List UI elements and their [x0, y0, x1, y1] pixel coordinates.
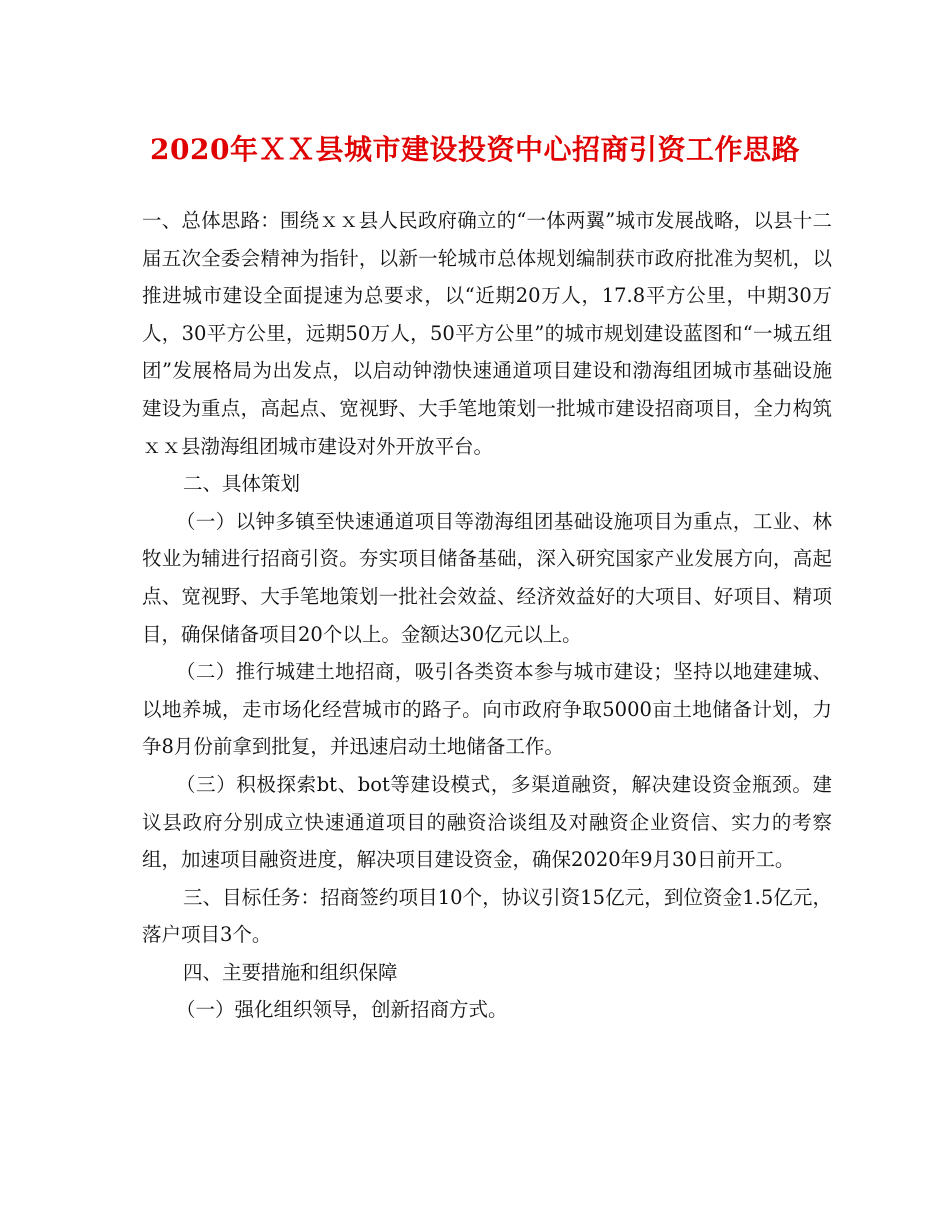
- paragraph-heading-measures: 四、主要措施和组织保障: [183, 960, 398, 984]
- paragraph-planning-item-3: （三）积极探索bt、bot等建设模式，多渠道融资，解决建设资金瓶颈。建议县政府分别成立快速通道项目的融资洽谈组及对融资企业资信、实力的考察组，加速项目融资进度，解决项目建设资金，确保2020年9月30日前开工。: [142, 772, 832, 872]
- paragraph-planning-item-1: （一）以钟多镇至快速通道项目等渤海组团基础设施项目为重点，工业、林牧业为辅进行招商引资。夯实项目储备基础，深入研究国家产业发展方向，高起点、宽视野、大手笔地策划一批社会效益、经济效益好的大项目、好项目、精项目，确保储备项目20个以上。金额达30亿元以上。: [142, 509, 832, 646]
- paragraph-planning-item-2: （二）推行城建土地招商，吸引各类资本参与城市建设；坚持以地建建城、以地养城，走市场化经营城市的路子。向市政府争取5000亩土地储备计划，力争8月份前拿到批复，并迅速启动土地储备工作。: [142, 660, 832, 759]
- paragraph-target-tasks: 三、目标任务：招商签约项目10个，协议引资15亿元，到位资金1.5亿元，落户项目3个。: [142, 885, 832, 947]
- document-body: [142, 202, 832, 1029]
- paragraph-heading-specific-planning: 二、具体策划: [183, 472, 301, 496]
- paragraph-overall-thinking: 一、总体思路：围绕ｘｘ县人民政府确立的“一体两翼”城市发展战略，以县十二届五次全委会精神为指针，以新一轮城市总体规划编制获市政府批准为契机，以推进城市建设全面提速为总要求，以“近期20万人，17.8平方公里，中期30万人，30平方公里，远期50万人，50平方公里”的城市规划建设蓝图和“一城五组团”发展格局为出发点，以启动钟渤快速通道项目建设和渤海组团城市基础设施建设为重点，高起点、宽视野、大手笔地策划一批城市建设招商项目，全力构筑ｘｘ县渤海组团城市建设对外开放平台。: [142, 209, 832, 458]
- paragraph-measures-item-1: （一）强化组织领导，创新招商方式。: [176, 998, 508, 1022]
- document-title: 2020年ＸＸ县城市建设投资中心招商引资工作思路: [150, 133, 800, 166]
